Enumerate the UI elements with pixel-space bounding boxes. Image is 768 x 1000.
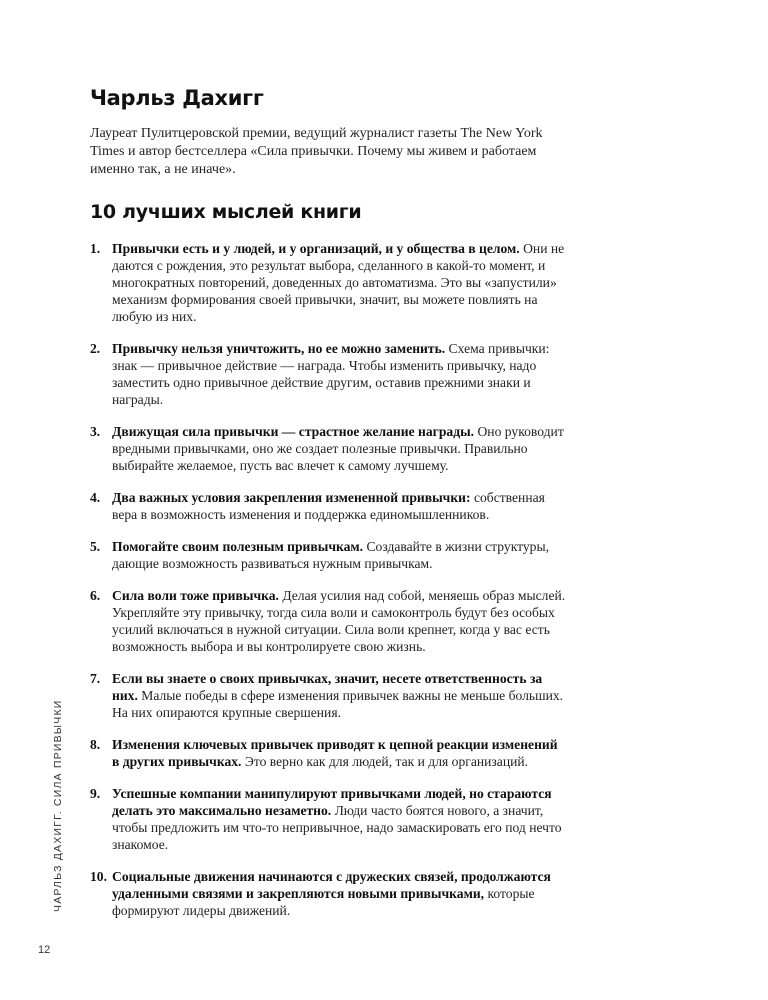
thought-item-9 xyxy=(90,785,568,853)
thought-number: 8. xyxy=(90,737,101,752)
thought-item-6 xyxy=(90,587,568,655)
thought-number: 6. xyxy=(90,588,101,603)
thought-number: 2. xyxy=(90,341,101,356)
thought-lead: Успешные компании манипулируют привычками людей, но стараются делать это максимально незаметно. xyxy=(112,786,552,818)
thought-lead: Если вы знаете о своих привычках, значит, несете ответственность за них. xyxy=(112,671,543,703)
thought-item-3 xyxy=(90,423,568,474)
thought-number: 10. xyxy=(90,869,107,884)
author-name: Чарльз Дахигг xyxy=(90,86,264,110)
thought-text: Схема привычки: знак — привычное действие — награда. Чтобы изменить привычку, надо заместить одно привычное действие другим, оставив прежними знаки и награды. xyxy=(112,341,550,407)
thought-number: 3. xyxy=(90,424,101,439)
thought-text: Это верно как для людей, так и для организаций. xyxy=(241,754,529,769)
thought-lead: Помогайте своим полезным привычкам. xyxy=(112,539,364,554)
thought-item-8 xyxy=(90,736,568,770)
author-bio: Лауреат Пулитцеровской премии, ведущий журналист газеты The New York Times и автор бестселлера «Сила привычки. Почему мы живем и работаем именно так, а не иначе». xyxy=(90,126,543,177)
thought-lead: Движущая сила привычки — страстное желание награды. xyxy=(112,424,475,439)
thought-number: 4. xyxy=(90,490,101,505)
thought-item-4 xyxy=(90,489,568,523)
thought-number: 5. xyxy=(90,539,101,554)
thought-number: 7. xyxy=(90,671,101,686)
thought-text: Делая усилия над собой, меняешь образ мыслей. Укрепляйте эту привычку, тогда сила воли и самоконтроль будут без особых усилий включаться в нужной ситуации. Сила воли крепнет, когда у вас есть возможность выбора и вы контролируете свою жизнь. xyxy=(112,588,566,654)
thought-item-1 xyxy=(90,240,568,325)
thought-lead: Привычку нельзя уничтожить, но ее можно заменить. xyxy=(112,341,446,356)
thought-lead: Социальные движения начинаются с дружеских связей, продолжаются удаленными связями и закрепляются новыми привычками, xyxy=(112,869,551,901)
thought-number: 9. xyxy=(90,786,101,801)
thoughts-list xyxy=(90,240,568,934)
running-head: ЧАРЛЬЗ ДАХИГГ. СИЛА ПРИВЫЧКИ xyxy=(52,699,64,912)
thought-item-7 xyxy=(90,670,568,721)
thought-text: Создавайте в жизни структуры, дающие возможность развиваться нужным привычкам. xyxy=(112,539,550,571)
page-number: 12 xyxy=(38,944,51,956)
thought-text: которые формируют лидеры движений. xyxy=(112,886,535,918)
thought-number: 1. xyxy=(90,241,101,256)
thought-lead: Привычки есть и у людей, и у организаций, и у общества в целом. xyxy=(112,241,520,256)
thought-lead: Сила воли тоже привычка. xyxy=(112,588,279,603)
thought-text: Оно руководит вредными привычками, оно же создает полезные привычки. Правильно выбирайте желаемое, пусть вас влечет к самому лучшему. xyxy=(112,424,564,473)
thought-lead: Два важных условия закрепления измененной привычки: xyxy=(112,490,471,505)
thought-lead: Изменения ключевых привычек приводят к цепной реакции изменений в других привычках. xyxy=(112,737,558,769)
section-title: 10 лучших мыслей книги xyxy=(90,201,362,223)
thought-item-5 xyxy=(90,538,568,572)
thought-item-2 xyxy=(90,340,568,408)
thought-item-10 xyxy=(90,868,568,919)
thought-text: Малые победы в сфере изменения привычек важны не меньше больших. На них опираются крупные свершения. xyxy=(112,688,564,720)
thought-text: Они не даются с рождения, это результат выбора, сделанного в какой-то момент, и многократных повторений, доведенных до автоматизма. Это вы «запустили» механизм формирования своей привычки, значит, вы можете повлиять на любую из них. xyxy=(112,241,565,324)
thought-text: Люди часто боятся нового, а значит, чтобы предложить им что-то непривычное, надо замаскировать его под нечто знакомое. xyxy=(112,803,562,852)
thought-text: собственная вера в возможность изменения и поддержка единомышленников. xyxy=(112,490,545,522)
